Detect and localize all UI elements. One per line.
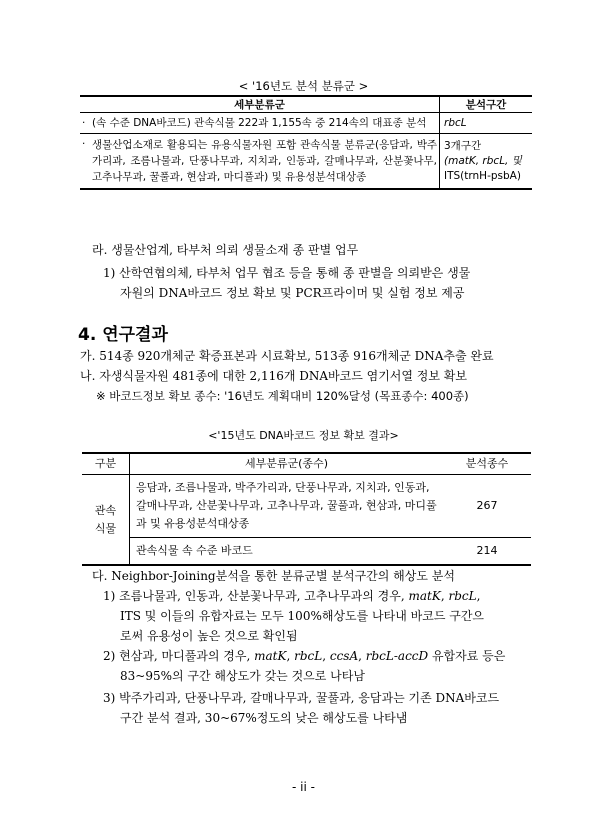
gene-name: matK	[408, 589, 441, 603]
category-cell	[82, 475, 130, 566]
region-line: ITS(trnH-psbA)	[444, 169, 521, 182]
table2-header-count: 분석종수	[443, 453, 531, 475]
analysis-taxa-table	[80, 95, 532, 190]
region-line: 3개구간	[444, 139, 482, 152]
table2-header-category: 구분	[82, 453, 130, 475]
text-run: ,	[440, 589, 449, 603]
gene-name: rbcL	[294, 649, 323, 663]
taxa-cell: 관속식물 속 수준 바코드	[130, 538, 444, 566]
section4-note: ※ 바코드정보 확보 종수: '16년도 계획대비 120%달성 (목표종수: 400종)	[96, 389, 469, 403]
section-da-item1-line3: 로써 유용성이 높은 것으로 확인됨	[120, 629, 298, 643]
count-cell: 267	[443, 475, 531, 538]
bullet: ·	[82, 117, 86, 129]
table-row	[82, 538, 531, 566]
section-da-item1-line2: ITS 및 이들의 유합자료는 모두 100%해상도를 나타내 바코드 구간으	[120, 609, 484, 623]
table-row	[80, 134, 532, 190]
region-line: (matK, rbcL, 및	[444, 154, 522, 167]
text-run: 2) 현삼과, 마디풀과의 경우,	[103, 649, 255, 663]
section-da-item1-line1	[103, 586, 480, 606]
table2-caption: <'15년도 DNA바코드 정보 확보 결과>	[208, 429, 399, 442]
section-da-item2-line1	[103, 646, 505, 666]
section4-na: 나. 자생식물자원 481종에 대한 2,116개 DNA바코드 염기서열 정보 확보	[80, 369, 467, 383]
region-text: rbcL	[444, 117, 467, 129]
text-run: ,	[476, 589, 481, 603]
section-da-item3-line2: 구간 분석 결과, 30~67%정도의 낮은 해상도를 나타냄	[120, 711, 408, 725]
table1-caption: < '16년도 분석 분류군 >	[238, 79, 369, 93]
text-run: ,	[358, 649, 366, 663]
gene-name: rbcL-accD	[365, 649, 429, 663]
table1-header-region: 분석구간	[440, 96, 533, 113]
taxa-text: 생물산업소재로 활용되는 유용식물자원 포함 관속식물 분류군(응담과, 박주가리과, 조름나물과, 단풍나무과, 지치과, 인동과, 갈매나무과, 산분꽃나무, 고추나무과, 꿀풀과, 현삼과, 마디풀과) 및 유용성분석대상종	[92, 139, 437, 183]
page-number: - ii -	[292, 780, 315, 794]
text-run: 유합자료 등은	[428, 649, 506, 663]
gene-name: ccsA	[329, 649, 359, 663]
section4-ga: 가. 514종 920개체군 확증표본과 시료확보, 513종 916개체군 DNA추출 완료	[80, 349, 494, 363]
section-ra-item1-line2: 자원의 DNA바코드 정보 확보 및 PCR프라이머 및 실험 정보 제공	[120, 286, 465, 300]
category-line: 식물	[94, 521, 117, 535]
text-run: ,	[322, 649, 330, 663]
table1-header-taxa: 세부분류군	[80, 96, 440, 113]
table-row	[82, 475, 531, 538]
gene-name: rbcL	[448, 589, 477, 603]
section-ra-heading: 라. 생물산업계, 타부처 의뢰 생물소재 종 판별 업무	[92, 243, 359, 257]
table2-header-taxa: 세부분류군(종수)	[130, 453, 444, 475]
taxa-cell: 응담과, 조름나물과, 박주가리과, 단풍나무과, 지치과, 인동과, 갈매나무과, 산분꽃나무과, 고추나무과, 꿀풀과, 현삼과, 마디풀과 및 유용성분석대상종	[130, 475, 444, 538]
barcode-results-table	[82, 452, 531, 566]
section-ra-item1-line1: 1) 산학연협의체, 타부처 업무 협조 등을 통해 종 판별을 의뢰받은 생물	[103, 266, 471, 280]
section-da-heading: 다. Neighbor-Joining분석을 통한 분류군별 분석구간의 해상도 분석	[92, 569, 455, 583]
text-run: ,	[286, 649, 295, 663]
section-da-item2-line2: 83~95%의 구간 해상도가 갖는 것으로 나타남	[120, 669, 365, 683]
gene-name: matK	[254, 649, 287, 663]
table-row	[80, 113, 532, 134]
section-da-item3-line1: 3) 박주가리과, 단풍나무과, 갈매나무과, 꿀풀과, 응담과는 기존 DNA바코드	[103, 691, 500, 705]
text-run: 1) 조름나물과, 인동과, 산분꽃나무과, 고추나무과의 경우,	[103, 589, 409, 603]
category-line: 관속	[94, 503, 117, 517]
bullet: ·	[82, 138, 86, 150]
count-cell: 214	[443, 538, 531, 566]
section4-title: 4. 연구결과	[78, 325, 168, 345]
taxa-text: (속 수준 DNA바코드) 관속식물 222과 1,155속 중 214속의 대표종 분석	[92, 117, 427, 129]
